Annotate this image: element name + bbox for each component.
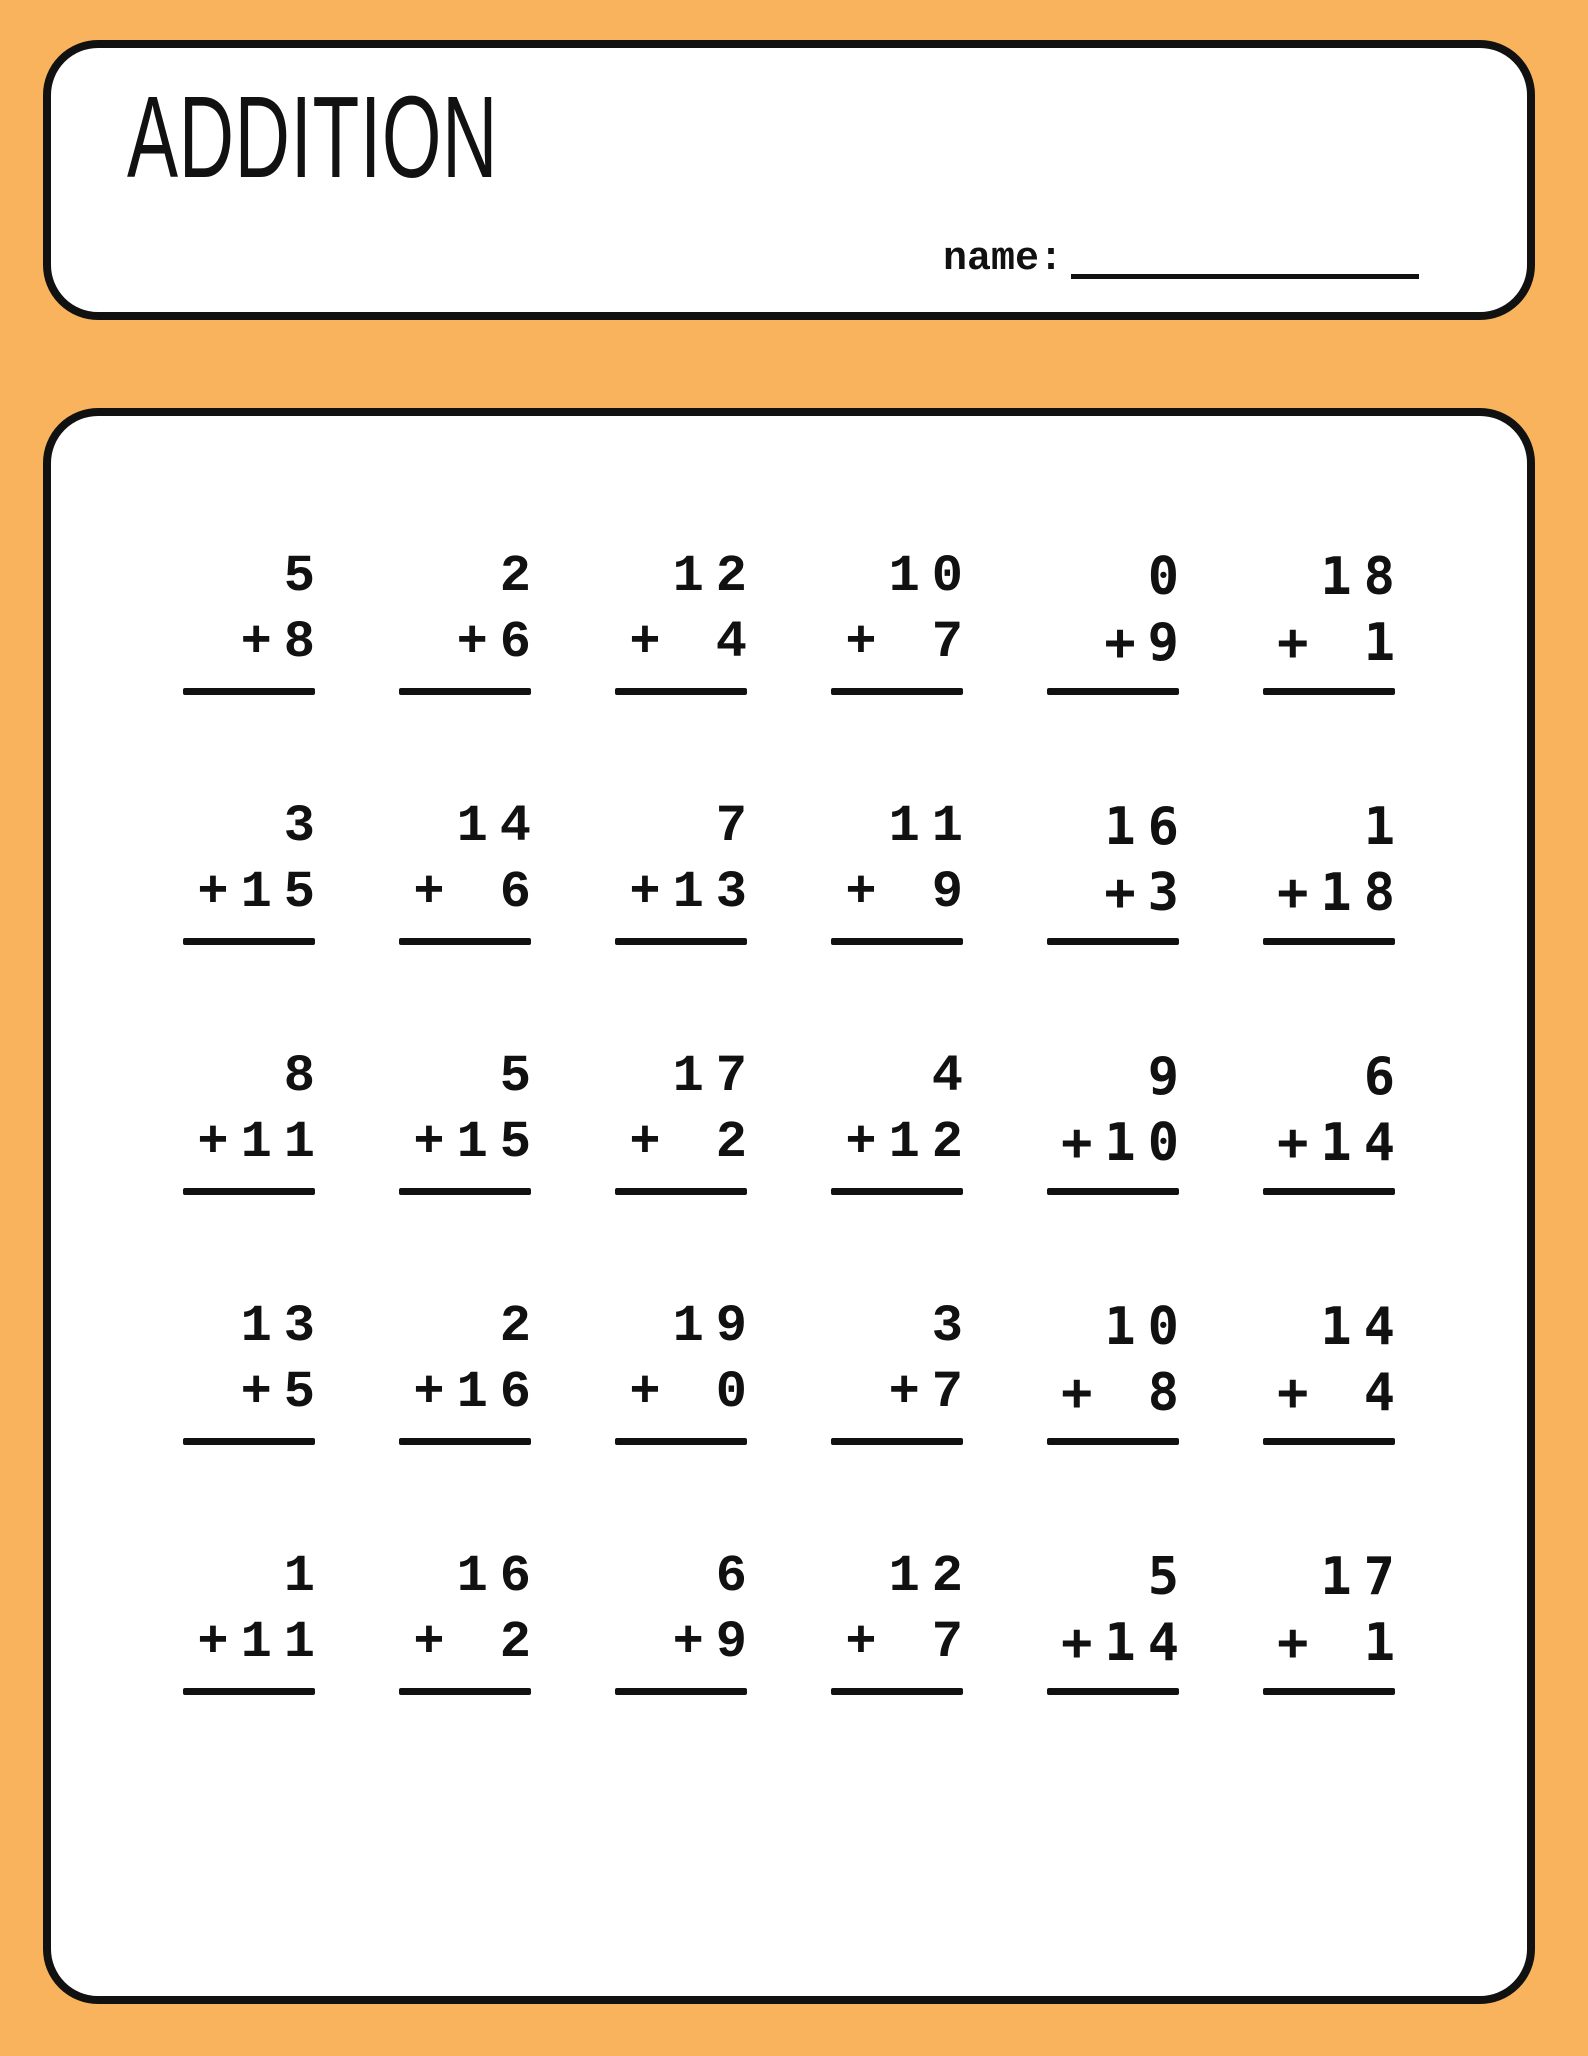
addition-problem bbox=[1263, 544, 1407, 695]
problem-cell bbox=[1179, 1294, 1407, 1544]
problem-cell bbox=[315, 1294, 543, 1544]
addend-bottom: + 1 bbox=[1277, 1613, 1407, 1673]
problem-cell bbox=[99, 1294, 327, 1544]
addend-top: 7 bbox=[715, 797, 759, 856]
addend-top: 9 bbox=[1147, 1047, 1191, 1107]
problem-cell bbox=[1179, 1044, 1407, 1294]
addition-problem bbox=[831, 1544, 975, 1695]
name-label: name: bbox=[942, 237, 1063, 282]
problem-cell bbox=[747, 1294, 975, 1544]
answer-blank-line[interactable] bbox=[1263, 1688, 1395, 1695]
answer-blank-line[interactable] bbox=[831, 1688, 963, 1695]
answer-blank-line[interactable] bbox=[399, 938, 531, 945]
addend-bottom: + 7 bbox=[845, 613, 975, 672]
problem-cell bbox=[99, 1044, 327, 1294]
addend-bottom: +13 bbox=[629, 863, 759, 922]
addend-bottom: + 1 bbox=[1277, 613, 1407, 673]
answer-blank-line[interactable] bbox=[831, 1188, 963, 1195]
problem-cell bbox=[531, 794, 759, 1044]
addend-top: 11 bbox=[888, 797, 975, 856]
addition-problem bbox=[831, 1044, 975, 1195]
addend-top: 0 bbox=[1147, 547, 1191, 607]
problem-cell bbox=[531, 544, 759, 794]
addend-bottom: +15 bbox=[197, 863, 327, 922]
answer-blank-line[interactable] bbox=[183, 1688, 315, 1695]
addend-bottom: +16 bbox=[413, 1363, 543, 1422]
addend-top: 4 bbox=[931, 1047, 975, 1106]
answer-blank-line[interactable] bbox=[1263, 1438, 1395, 1445]
problem-cell bbox=[315, 1544, 543, 1794]
addend-top: 17 bbox=[672, 1047, 759, 1106]
problem-cell bbox=[315, 544, 543, 794]
addend-top: 5 bbox=[499, 1047, 543, 1106]
problem-cell bbox=[99, 794, 327, 1044]
addition-problem bbox=[399, 1544, 543, 1695]
problem-cell bbox=[747, 1044, 975, 1294]
answer-blank-line[interactable] bbox=[1263, 1188, 1395, 1195]
header-card bbox=[43, 40, 1535, 320]
problem-cell bbox=[531, 1544, 759, 1794]
addend-top: 16 bbox=[456, 1547, 543, 1606]
name-input-line[interactable] bbox=[1071, 274, 1419, 279]
addend-top: 10 bbox=[888, 547, 975, 606]
addend-top: 5 bbox=[1147, 1547, 1191, 1607]
answer-blank-line[interactable] bbox=[1047, 1188, 1179, 1195]
addition-problem bbox=[615, 544, 759, 695]
problem-cell bbox=[1179, 1544, 1407, 1794]
addition-problem bbox=[1047, 1044, 1191, 1195]
addition-problem bbox=[1047, 1544, 1191, 1695]
answer-blank-line[interactable] bbox=[615, 938, 747, 945]
answer-blank-line[interactable] bbox=[615, 1688, 747, 1695]
addend-top: 1 bbox=[283, 1547, 327, 1606]
addend-bottom: + 2 bbox=[413, 1613, 543, 1672]
addend-bottom: +7 bbox=[888, 1363, 975, 1422]
addend-top: 18 bbox=[1320, 547, 1407, 607]
answer-blank-line[interactable] bbox=[831, 688, 963, 695]
addend-top: 3 bbox=[931, 1297, 975, 1356]
answer-blank-line[interactable] bbox=[1047, 1438, 1179, 1445]
addend-bottom: +5 bbox=[240, 1363, 327, 1422]
addend-bottom: + 9 bbox=[845, 863, 975, 922]
addend-bottom: +9 bbox=[672, 1613, 759, 1672]
problem-cell bbox=[531, 1294, 759, 1544]
addition-problem bbox=[183, 1294, 327, 1445]
addend-top: 14 bbox=[456, 797, 543, 856]
addend-bottom: + 8 bbox=[1061, 1363, 1191, 1423]
addend-bottom: + 4 bbox=[629, 613, 759, 672]
problem-cell bbox=[963, 1544, 1191, 1794]
addend-bottom: +11 bbox=[197, 1613, 327, 1672]
addend-bottom: +14 bbox=[1061, 1613, 1191, 1673]
addition-problem bbox=[1263, 1294, 1407, 1445]
addend-top: 16 bbox=[1104, 797, 1191, 857]
problem-cell bbox=[99, 544, 327, 794]
addend-bottom: +3 bbox=[1104, 863, 1191, 923]
addend-bottom: +9 bbox=[1104, 613, 1191, 673]
addition-problem bbox=[399, 544, 543, 695]
addition-problem bbox=[615, 794, 759, 945]
addend-top: 6 bbox=[715, 1547, 759, 1606]
addend-top: 1 bbox=[1363, 797, 1407, 857]
answer-blank-line[interactable] bbox=[399, 1188, 531, 1195]
page-title: ADDITION bbox=[127, 72, 499, 202]
addition-problem bbox=[183, 544, 327, 695]
addend-top: 2 bbox=[499, 547, 543, 606]
problem-cell bbox=[1179, 794, 1407, 1044]
addend-top: 10 bbox=[1104, 1297, 1191, 1357]
answer-blank-line[interactable] bbox=[1047, 938, 1179, 945]
addend-top: 2 bbox=[499, 1297, 543, 1356]
addend-bottom: + 4 bbox=[1277, 1363, 1407, 1423]
addend-bottom: +8 bbox=[240, 613, 327, 672]
addition-problem bbox=[1263, 1544, 1407, 1695]
answer-blank-line[interactable] bbox=[183, 1188, 315, 1195]
addend-top: 8 bbox=[283, 1047, 327, 1106]
addition-problem bbox=[1047, 544, 1191, 695]
addend-bottom: +14 bbox=[1277, 1113, 1407, 1173]
addend-top: 3 bbox=[283, 797, 327, 856]
addend-bottom: +11 bbox=[197, 1113, 327, 1172]
addend-bottom: + 2 bbox=[629, 1113, 759, 1172]
addend-top: 13 bbox=[240, 1297, 327, 1356]
addition-problem bbox=[1047, 1294, 1191, 1445]
problem-cell bbox=[963, 1294, 1191, 1544]
addend-top: 12 bbox=[672, 547, 759, 606]
answer-blank-line[interactable] bbox=[399, 688, 531, 695]
addition-problem bbox=[1047, 794, 1191, 945]
addend-bottom: +12 bbox=[845, 1113, 975, 1172]
answer-blank-line[interactable] bbox=[183, 938, 315, 945]
addend-top: 17 bbox=[1320, 1547, 1407, 1607]
answer-blank-line[interactable] bbox=[183, 1438, 315, 1445]
answer-blank-line[interactable] bbox=[399, 1688, 531, 1695]
problem-cell bbox=[747, 1544, 975, 1794]
addition-problem bbox=[831, 544, 975, 695]
answer-blank-line[interactable] bbox=[831, 938, 963, 945]
problem-cell bbox=[99, 1544, 327, 1794]
addition-problem bbox=[1263, 794, 1407, 945]
problem-cell bbox=[1179, 544, 1407, 794]
problem-cell bbox=[747, 794, 975, 1044]
answer-blank-line[interactable] bbox=[615, 1188, 747, 1195]
addend-bottom: +15 bbox=[413, 1113, 543, 1172]
addition-problem bbox=[831, 1294, 975, 1445]
addition-problem bbox=[615, 1044, 759, 1195]
addend-top: 5 bbox=[283, 547, 327, 606]
problem-cell bbox=[531, 1044, 759, 1294]
addend-bottom: + 6 bbox=[413, 863, 543, 922]
answer-blank-line[interactable] bbox=[1047, 1688, 1179, 1695]
addition-problem bbox=[183, 1544, 327, 1695]
addend-bottom: +6 bbox=[456, 613, 543, 672]
addend-top: 12 bbox=[888, 1547, 975, 1606]
answer-blank-line[interactable] bbox=[615, 688, 747, 695]
addition-problem bbox=[615, 1544, 759, 1695]
addition-problem bbox=[1263, 1044, 1407, 1195]
problem-cell bbox=[315, 794, 543, 1044]
addend-bottom: + 0 bbox=[629, 1363, 759, 1422]
answer-blank-line[interactable] bbox=[831, 1438, 963, 1445]
answer-blank-line[interactable] bbox=[399, 1438, 531, 1445]
addend-bottom: + 7 bbox=[845, 1613, 975, 1672]
answer-blank-line[interactable] bbox=[1263, 938, 1395, 945]
problems-card bbox=[43, 408, 1535, 2004]
name-row bbox=[942, 237, 1419, 282]
answer-blank-line[interactable] bbox=[1047, 688, 1179, 695]
addend-bottom: +10 bbox=[1061, 1113, 1191, 1173]
addition-problem bbox=[183, 1044, 327, 1195]
addend-top: 19 bbox=[672, 1297, 759, 1356]
answer-blank-line[interactable] bbox=[183, 688, 315, 695]
addition-problem bbox=[615, 1294, 759, 1445]
addition-problem bbox=[399, 794, 543, 945]
problem-cell bbox=[963, 794, 1191, 1044]
addend-bottom: +18 bbox=[1277, 863, 1407, 923]
problem-cell bbox=[963, 544, 1191, 794]
addend-top: 14 bbox=[1320, 1297, 1407, 1357]
answer-blank-line[interactable] bbox=[615, 1438, 747, 1445]
addition-problem bbox=[831, 794, 975, 945]
addition-problem bbox=[183, 794, 327, 945]
addition-problem bbox=[399, 1044, 543, 1195]
problems-grid bbox=[99, 544, 1407, 1794]
answer-blank-line[interactable] bbox=[1263, 688, 1395, 695]
problem-cell bbox=[315, 1044, 543, 1294]
problem-cell bbox=[963, 1044, 1191, 1294]
addition-problem bbox=[399, 1294, 543, 1445]
problem-cell bbox=[747, 544, 975, 794]
addend-top: 6 bbox=[1363, 1047, 1407, 1107]
